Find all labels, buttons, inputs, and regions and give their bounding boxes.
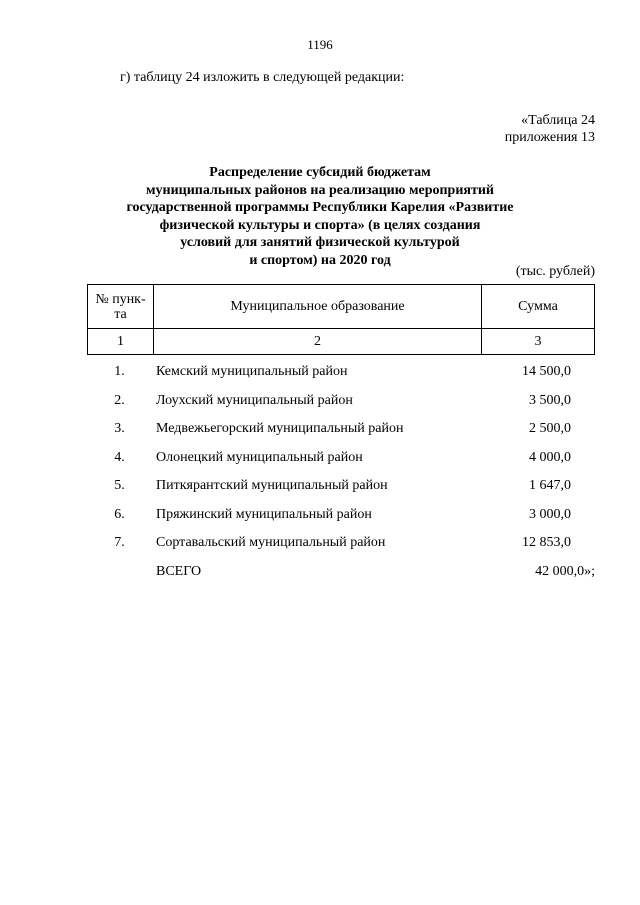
row-amount: 3 000,0	[529, 506, 571, 522]
table-row	[87, 478, 595, 507]
table-row	[87, 393, 595, 422]
row-number: 7.	[114, 535, 125, 550]
table-row	[87, 450, 595, 479]
title-line: муниципальных районов на реализацию мероприятий	[146, 182, 494, 198]
table-header	[87, 284, 595, 355]
row-municipality: Сортавальский муниципальный район	[156, 535, 386, 550]
header-number-line2: та	[114, 306, 127, 322]
row-municipality: Кемский муниципальный район	[156, 364, 348, 379]
title-line: физической культуры и спорта» (в целях создания	[159, 217, 481, 233]
row-municipality: Пряжинский муниципальный район	[156, 506, 372, 522]
row-amount: 1 647,0	[529, 478, 571, 493]
table-reference-line1: «Таблица 24	[521, 113, 595, 128]
table-body	[87, 364, 595, 592]
row-number: 2.	[114, 392, 125, 408]
table-row	[87, 507, 595, 536]
row-amount: 14 500,0	[522, 364, 571, 379]
row-amount: 12 853,0	[522, 535, 571, 550]
total-amount: 42 000,0»;	[535, 563, 595, 579]
table-row	[87, 535, 595, 564]
table-row	[87, 421, 595, 450]
units-label: (тыс. рублей)	[515, 264, 595, 279]
title-line: государственной программы Республики Карелия «Развитие	[126, 200, 514, 215]
header-municipality: Муниципальное образование	[154, 285, 482, 329]
document-title	[60, 164, 580, 269]
row-number: 3.	[114, 421, 125, 436]
row-municipality: Питкярантский муниципальный район	[156, 478, 388, 493]
row-municipality: Лоухский муниципальный район	[156, 392, 353, 408]
row-municipality: Медвежьегорский муниципальный район	[156, 421, 404, 436]
total-row	[87, 564, 595, 593]
column-number-1: 1	[88, 329, 154, 355]
row-number: 5.	[114, 478, 125, 493]
header-number	[88, 285, 154, 329]
title-line: условий для занятий физической культурой	[180, 235, 460, 250]
column-number-3: 3	[482, 329, 595, 355]
column-number-2: 2	[154, 329, 482, 355]
title-line: и спортом) на 2020 год	[249, 252, 391, 268]
table-reference-line2: приложения 13	[504, 130, 595, 145]
row-amount: 3 500,0	[529, 392, 571, 408]
row-amount: 4 000,0	[529, 449, 571, 465]
total-label: ВСЕГО	[156, 563, 202, 579]
row-number: 1.	[114, 364, 125, 379]
row-municipality: Олонецкий муниципальный район	[156, 449, 363, 465]
row-number: 4.	[114, 449, 125, 465]
page-number: 1196	[307, 37, 333, 52]
header-number-line1: № пунк-	[95, 291, 146, 307]
row-number: 6.	[114, 506, 125, 522]
row-amount: 2 500,0	[529, 421, 571, 436]
table-row	[87, 364, 595, 393]
intro-text: г) таблицу 24 изложить в следующей редакции:	[120, 70, 405, 85]
title-line: Распределение субсидий бюджетам	[209, 165, 431, 180]
header-amount: Сумма	[482, 285, 595, 329]
